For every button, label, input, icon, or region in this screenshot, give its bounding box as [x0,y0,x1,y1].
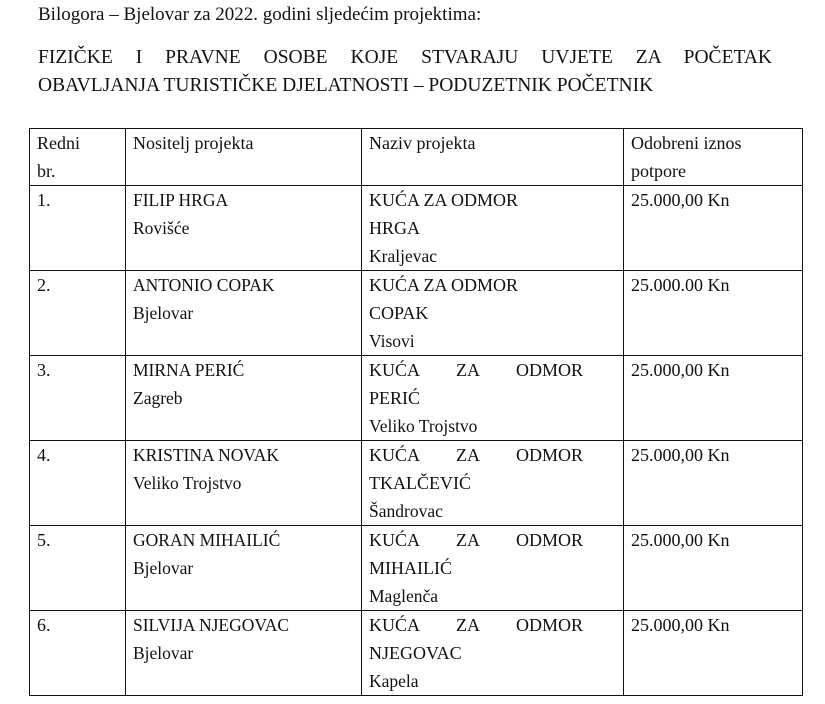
amount-cell [624,271,803,356]
header-project-name-label: Naziv projekta [369,133,476,153]
header-holder [126,129,362,186]
holder-place: Bjelovar [133,643,194,663]
amount-cell [624,526,803,611]
holder-place: Veliko Trojstvo [133,473,242,493]
table-row [30,271,803,356]
holder-name: SILVIJA NJEGOVAC [133,615,290,635]
holder-cell [126,441,362,526]
approved-amount: 25.000,00 Kn [631,530,730,550]
header-ordinal-line-1: Redni [37,133,80,153]
project-location: Kraljevac [369,246,438,266]
projects-table [29,128,803,696]
project-cell [362,186,624,271]
header-amount [624,129,803,186]
project-location: Kapela [369,671,419,691]
amount-cell [624,441,803,526]
holder-place: Zagreb [133,388,183,408]
table-header-row [30,129,803,186]
holder-cell [126,611,362,696]
holder-name: ANTONIO COPAK [133,275,275,295]
project-location: Šandrovac [369,501,443,521]
project-name-line-1: KUĆA ZA ODMOR [369,445,583,465]
amount-cell [624,186,803,271]
section-heading [38,44,772,100]
section-heading-line-1: FIZIČKE I PRAVNE OSOBE KOJE STVARAJU UVJETE ZA POČETAK [38,47,772,68]
approved-amount: 25.000.00 Kn [631,275,730,295]
project-location: Veliko Trojstvo [369,416,478,436]
project-name-line-1: KUĆA ZA ODMOR [369,530,583,550]
row-number: 6. [30,611,126,696]
project-name-line-2: NJEGOVAC [369,643,462,663]
table-row [30,441,803,526]
project-name-line-1: KUĆA ZA ODMOR [369,615,583,635]
intro-text: Bilogora – Bjelovar za 2022. godini sljedećim projektima: [38,4,482,25]
holder-place: Bjelovar [133,303,194,323]
row-number: 1. [30,186,126,271]
project-cell [362,356,624,441]
project-location: Visovi [369,331,415,351]
project-location: Maglenča [369,586,438,606]
row-number: 2. [30,271,126,356]
project-cell [362,271,624,356]
row-number: 4. [30,441,126,526]
holder-cell [126,356,362,441]
project-name-line-1: KUĆA ZA ODMOR [369,360,583,380]
project-cell [362,441,624,526]
header-ordinal-line-2: br. [37,161,56,181]
holder-cell [126,526,362,611]
header-amount-line-2: potpore [631,161,686,181]
amount-cell [624,356,803,441]
header-holder-label: Nositelj projekta [133,133,254,153]
holder-name: KRISTINA NOVAK [133,445,280,465]
project-name-line-2: HRGA [369,218,421,238]
table-row [30,611,803,696]
project-name-line-1: KUĆA ZA ODMOR [369,275,519,295]
header-ordinal [30,129,126,186]
project-cell [362,526,624,611]
project-cell [362,611,624,696]
row-number: 5. [30,526,126,611]
holder-place: Bjelovar [133,558,194,578]
approved-amount: 25.000,00 Kn [631,360,730,380]
approved-amount: 25.000,00 Kn [631,615,730,635]
holder-name: FILIP HRGA [133,190,229,210]
project-name-line-2: PERIĆ [369,388,421,408]
project-name-line-2: TKALČEVIĆ [369,473,471,493]
table-row [30,186,803,271]
amount-cell [624,611,803,696]
approved-amount: 25.000,00 Kn [631,445,730,465]
project-name-line-1: KUĆA ZA ODMOR [369,190,519,210]
holder-cell [126,271,362,356]
header-amount-line-1: Odobreni iznos [631,133,742,153]
section-heading-line-2: OBAVLJANJA TURISTIČKE DJELATNOSTI – PODUZETNIK POČETNIK [38,75,654,96]
row-number: 3. [30,356,126,441]
holder-cell [126,186,362,271]
table-row [30,356,803,441]
project-name-line-2: MIHAILIĆ [369,558,452,578]
header-project-name [362,129,624,186]
project-name-line-2: COPAK [369,303,429,323]
table-row [30,526,803,611]
holder-place: Rovišće [133,218,190,238]
approved-amount: 25.000,00 Kn [631,190,730,210]
holder-name: MIRNA PERIĆ [133,360,245,380]
holder-name: GORAN MIHAILIĆ [133,530,281,550]
